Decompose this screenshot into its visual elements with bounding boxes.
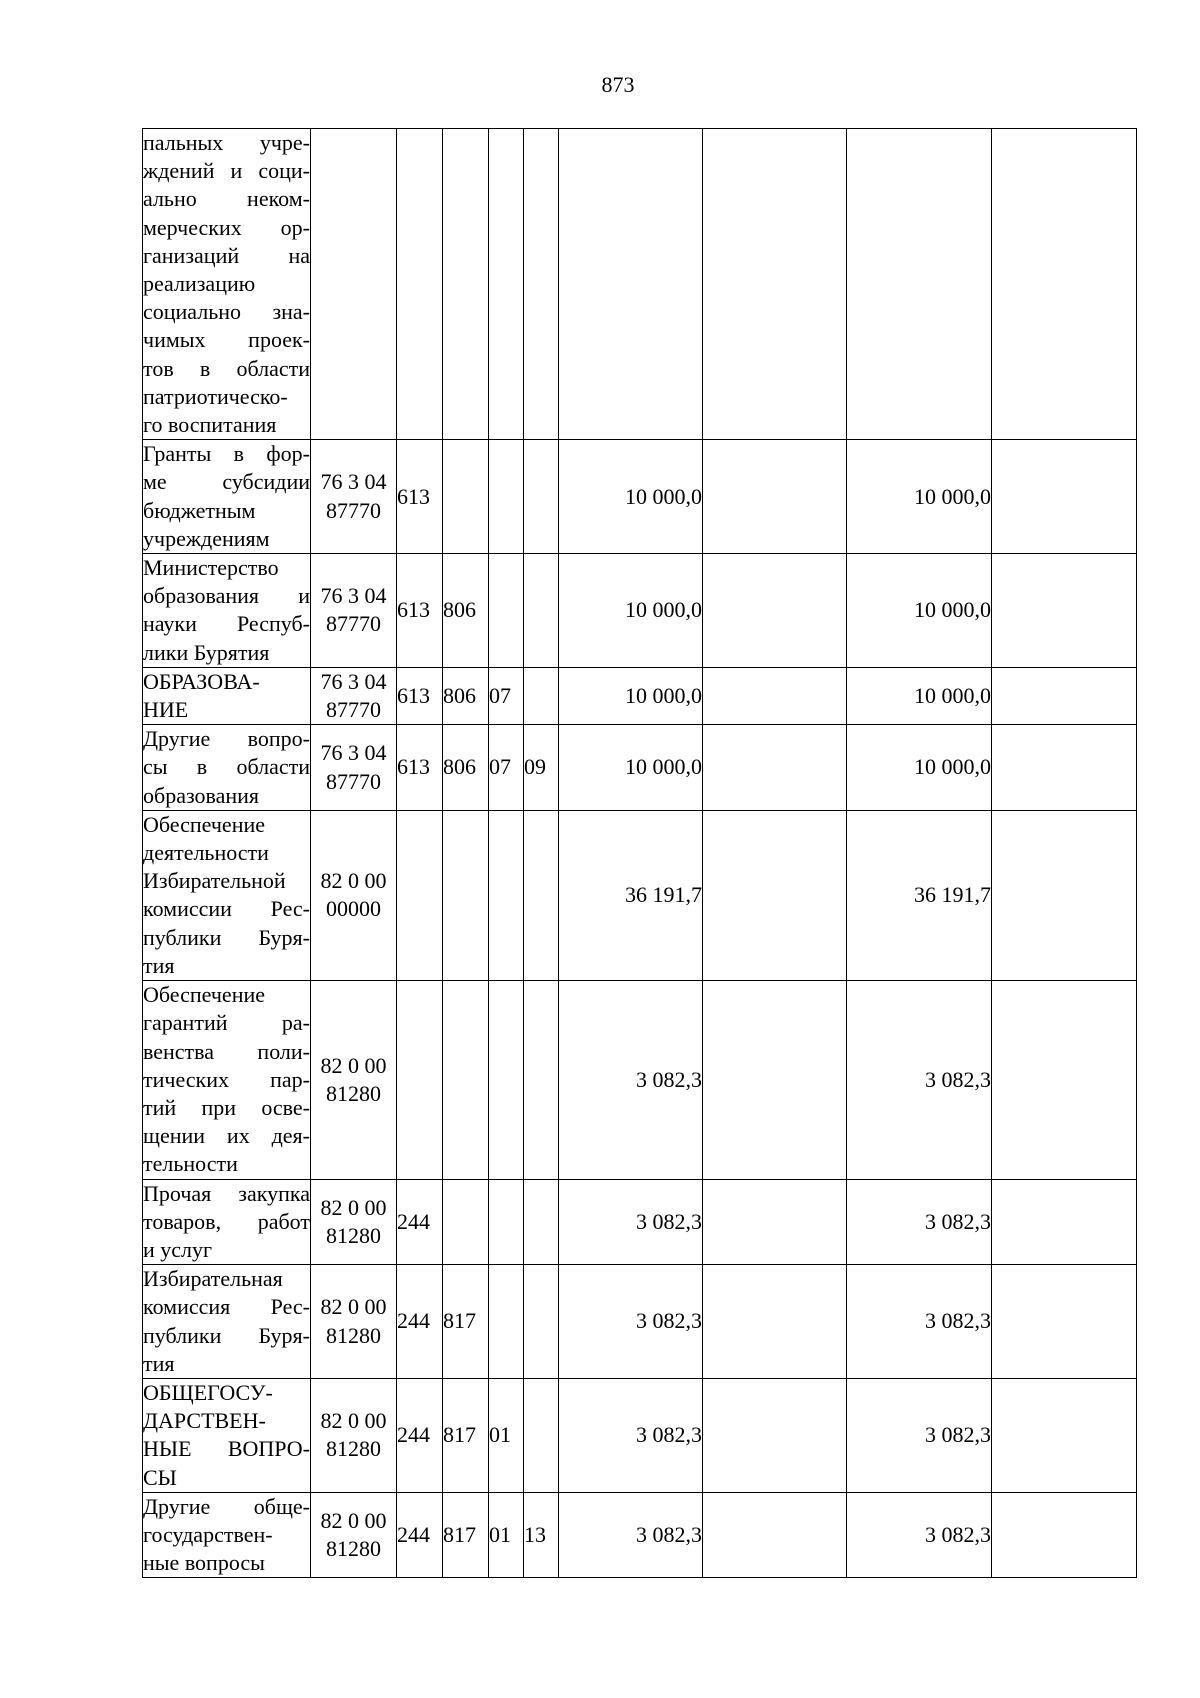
row-sum2 — [703, 725, 847, 811]
row-grbs: 806 — [443, 725, 489, 811]
table-row — [143, 1179, 1137, 1265]
row-sum3: 10 000,0 — [847, 667, 992, 724]
row-code-line: 81280 — [326, 1436, 381, 1462]
row-name-line: тов в области — [143, 355, 310, 381]
table-body — [143, 129, 1137, 1578]
table-row — [143, 129, 1137, 440]
row-vr — [397, 129, 443, 440]
row-code — [311, 554, 397, 668]
row-sum2 — [703, 1492, 847, 1578]
row-name — [143, 725, 311, 811]
row-vr: 244 — [397, 1492, 443, 1578]
row-code-line: 76 3 04 — [320, 583, 387, 609]
row-pr — [524, 667, 559, 724]
row-name-line: ОБЩЕГОСУ- — [143, 1379, 273, 1405]
row-pr — [524, 440, 559, 554]
row-name — [143, 981, 311, 1179]
row-name — [143, 554, 311, 668]
row-sum2 — [703, 440, 847, 554]
row-code-line: 82 0 00 — [320, 868, 387, 894]
row-sum1: 10 000,0 — [559, 725, 703, 811]
row-sum3: 10 000,0 — [847, 440, 992, 554]
row-sum1: 3 082,3 — [559, 981, 703, 1179]
row-grbs — [443, 981, 489, 1179]
row-sum4 — [992, 725, 1137, 811]
row-name-line: Другие вопро- — [143, 726, 310, 752]
row-grbs: 817 — [443, 1492, 489, 1578]
row-name-line: публики Буря- — [143, 924, 310, 950]
row-name-line: Гранты в фор- — [143, 441, 310, 467]
row-name-line: науки Респуб- — [143, 611, 310, 637]
row-rz — [489, 129, 524, 440]
row-vr: 244 — [397, 1265, 443, 1379]
row-rz — [489, 1179, 524, 1265]
row-code-line: 87770 — [326, 497, 381, 523]
row-sum2 — [703, 667, 847, 724]
row-sum4 — [992, 1265, 1137, 1379]
row-name-line: лики Бурятия — [143, 639, 270, 665]
budget-table — [142, 128, 1137, 1578]
row-code-line: 76 3 04 — [320, 668, 387, 694]
row-code — [311, 440, 397, 554]
row-code-line: 82 0 00 — [320, 1052, 387, 1078]
row-name-line: чимых проек- — [143, 327, 310, 353]
row-name-line: Избирательная — [143, 1266, 283, 1292]
row-code-line: 82 0 00 — [320, 1294, 387, 1320]
row-code — [311, 1378, 397, 1492]
row-name-line: Прочая закупка — [143, 1180, 310, 1206]
row-grbs — [443, 129, 489, 440]
row-vr: 244 — [397, 1378, 443, 1492]
row-name-line: тия — [143, 952, 175, 978]
row-code-line: 82 0 00 — [320, 1194, 387, 1220]
row-pr — [524, 810, 559, 980]
row-sum2 — [703, 981, 847, 1179]
row-name-line: гарантий ра- — [143, 1010, 310, 1036]
row-code — [311, 810, 397, 980]
row-name — [143, 440, 311, 554]
row-name — [143, 1179, 311, 1265]
row-grbs — [443, 440, 489, 554]
row-vr: 613 — [397, 667, 443, 724]
row-code-line: 82 0 00 — [320, 1408, 387, 1434]
row-vr: 613 — [397, 554, 443, 668]
row-name — [143, 1378, 311, 1492]
row-sum2 — [703, 554, 847, 668]
row-code — [311, 725, 397, 811]
row-sum3: 10 000,0 — [847, 554, 992, 668]
row-name-line: ждений и соци- — [143, 158, 310, 184]
row-name-line: учреждениям — [143, 525, 270, 551]
row-name-line: ганизаций на — [143, 242, 310, 268]
row-pr: 09 — [524, 725, 559, 811]
row-pr — [524, 129, 559, 440]
row-sum4 — [992, 1179, 1137, 1265]
row-sum1: 3 082,3 — [559, 1265, 703, 1379]
row-name-line: Другие обще- — [143, 1493, 310, 1519]
row-sum2 — [703, 810, 847, 980]
row-sum1: 36 191,7 — [559, 810, 703, 980]
row-sum3: 3 082,3 — [847, 1378, 992, 1492]
row-rz: 01 — [489, 1492, 524, 1578]
table-row — [143, 1492, 1137, 1578]
row-name — [143, 129, 311, 440]
row-name-line: ДАРСТВЕН- — [143, 1408, 266, 1434]
row-code-line: 81280 — [326, 1222, 381, 1248]
row-code — [311, 981, 397, 1179]
row-sum4 — [992, 981, 1137, 1179]
table-row — [143, 440, 1137, 554]
row-name-line: товаров, работ — [143, 1208, 310, 1234]
row-name-line: государствен- — [143, 1521, 273, 1547]
row-name-line: тий при осве- — [143, 1094, 310, 1120]
row-sum2 — [703, 1179, 847, 1265]
row-pr — [524, 554, 559, 668]
row-grbs — [443, 810, 489, 980]
row-name-line: ально неком- — [143, 186, 310, 212]
row-name-line: го воспитания — [143, 412, 277, 438]
row-name-line: мерческих ор- — [143, 214, 310, 240]
row-name-line: комиссия Рес- — [143, 1294, 310, 1320]
row-sum1: 3 082,3 — [559, 1492, 703, 1578]
row-sum3: 3 082,3 — [847, 981, 992, 1179]
row-grbs — [443, 1179, 489, 1265]
row-code-line: 87770 — [326, 697, 381, 723]
row-vr: 613 — [397, 440, 443, 554]
row-grbs: 817 — [443, 1265, 489, 1379]
row-name-line: венства поли- — [143, 1038, 310, 1064]
row-name-line: деятельности — [143, 840, 269, 866]
row-rz — [489, 810, 524, 980]
row-code-line: 87770 — [326, 768, 381, 794]
row-sum4 — [992, 554, 1137, 668]
row-pr — [524, 981, 559, 1179]
row-grbs: 806 — [443, 667, 489, 724]
row-code — [311, 667, 397, 724]
row-name-line: пальных учре- — [143, 130, 310, 155]
row-sum3: 3 082,3 — [847, 1265, 992, 1379]
row-code-line: 76 3 04 — [320, 469, 387, 495]
row-code — [311, 129, 397, 440]
table-row — [143, 1265, 1137, 1379]
row-name-line: и услуг — [143, 1236, 213, 1262]
row-code — [311, 1492, 397, 1578]
row-rz — [489, 554, 524, 668]
row-pr — [524, 1265, 559, 1379]
row-code-line: 81280 — [326, 1536, 381, 1562]
row-name-line: Обеспечение — [143, 982, 265, 1008]
row-sum2 — [703, 129, 847, 440]
row-rz: 01 — [489, 1378, 524, 1492]
row-sum3: 3 082,3 — [847, 1492, 992, 1578]
row-name-line: публики Буря- — [143, 1322, 310, 1348]
row-name-line: тических пар- — [143, 1066, 310, 1092]
row-vr: 244 — [397, 1179, 443, 1265]
row-vr: 613 — [397, 725, 443, 811]
row-sum4 — [992, 667, 1137, 724]
row-rz — [489, 981, 524, 1179]
row-sum1: 10 000,0 — [559, 667, 703, 724]
page-number: 873 — [601, 72, 635, 97]
row-name-line: сы в области — [143, 754, 310, 780]
row-name — [143, 1492, 311, 1578]
row-name-line: тельности — [143, 1151, 238, 1177]
row-sum3 — [847, 129, 992, 440]
row-name — [143, 1265, 311, 1379]
row-sum4 — [992, 1492, 1137, 1578]
row-name-line: тия — [143, 1350, 175, 1376]
row-name-line: Избирательной — [143, 868, 286, 894]
row-sum1 — [559, 129, 703, 440]
row-code-line: 00000 — [326, 896, 381, 922]
row-grbs: 806 — [443, 554, 489, 668]
row-name-line: патриотическо- — [143, 383, 288, 409]
row-vr — [397, 810, 443, 980]
table-row — [143, 725, 1137, 811]
row-sum4 — [992, 440, 1137, 554]
row-name-line: реализацию — [143, 271, 256, 297]
row-sum3: 3 082,3 — [847, 1179, 992, 1265]
row-sum2 — [703, 1378, 847, 1492]
row-name-line: Министерство — [143, 555, 279, 581]
row-code — [311, 1179, 397, 1265]
row-rz — [489, 440, 524, 554]
row-vr — [397, 981, 443, 1179]
row-name-line: ные вопросы — [143, 1550, 265, 1576]
row-sum2 — [703, 1265, 847, 1379]
row-code-line: 87770 — [326, 611, 381, 637]
row-rz: 07 — [489, 667, 524, 724]
row-name-line: комиссии Рес- — [143, 896, 310, 922]
row-name-line: щении их дея- — [143, 1123, 310, 1149]
row-rz: 07 — [489, 725, 524, 811]
row-name-line: СЫ — [143, 1464, 177, 1490]
row-name-line: ОБРАЗОВА- — [143, 668, 260, 694]
row-sum1: 3 082,3 — [559, 1378, 703, 1492]
row-code-line: 81280 — [326, 1080, 381, 1106]
row-rz — [489, 1265, 524, 1379]
row-sum4 — [992, 1378, 1137, 1492]
row-pr: 13 — [524, 1492, 559, 1578]
row-name-line: образования — [143, 782, 260, 808]
row-name — [143, 810, 311, 980]
row-sum3: 36 191,7 — [847, 810, 992, 980]
row-sum1: 10 000,0 — [559, 554, 703, 668]
row-pr — [524, 1378, 559, 1492]
row-name-line: Обеспечение — [143, 811, 265, 837]
row-grbs: 817 — [443, 1378, 489, 1492]
row-name-line: бюджетным — [143, 497, 256, 523]
table-row — [143, 810, 1137, 980]
row-sum1: 3 082,3 — [559, 1179, 703, 1265]
row-name-line: социально зна- — [143, 299, 310, 325]
table-row — [143, 981, 1137, 1179]
row-name-line: ме субсидии — [143, 469, 310, 495]
table-row — [143, 667, 1137, 724]
row-name-line: НИЕ — [143, 697, 189, 723]
table-row — [143, 554, 1137, 668]
row-code-line: 81280 — [326, 1322, 381, 1348]
row-pr — [524, 1179, 559, 1265]
row-sum3: 10 000,0 — [847, 725, 992, 811]
table-row — [143, 1378, 1137, 1492]
row-sum4 — [992, 810, 1137, 980]
row-code-line: 76 3 04 — [320, 740, 387, 766]
row-sum4 — [992, 129, 1137, 440]
row-name — [143, 667, 311, 724]
row-code-line: 82 0 00 — [320, 1507, 387, 1533]
row-sum1: 10 000,0 — [559, 440, 703, 554]
row-name-line: НЫЕ ВОПРО- — [143, 1436, 310, 1462]
row-code — [311, 1265, 397, 1379]
row-name-line: образования и — [143, 583, 310, 609]
